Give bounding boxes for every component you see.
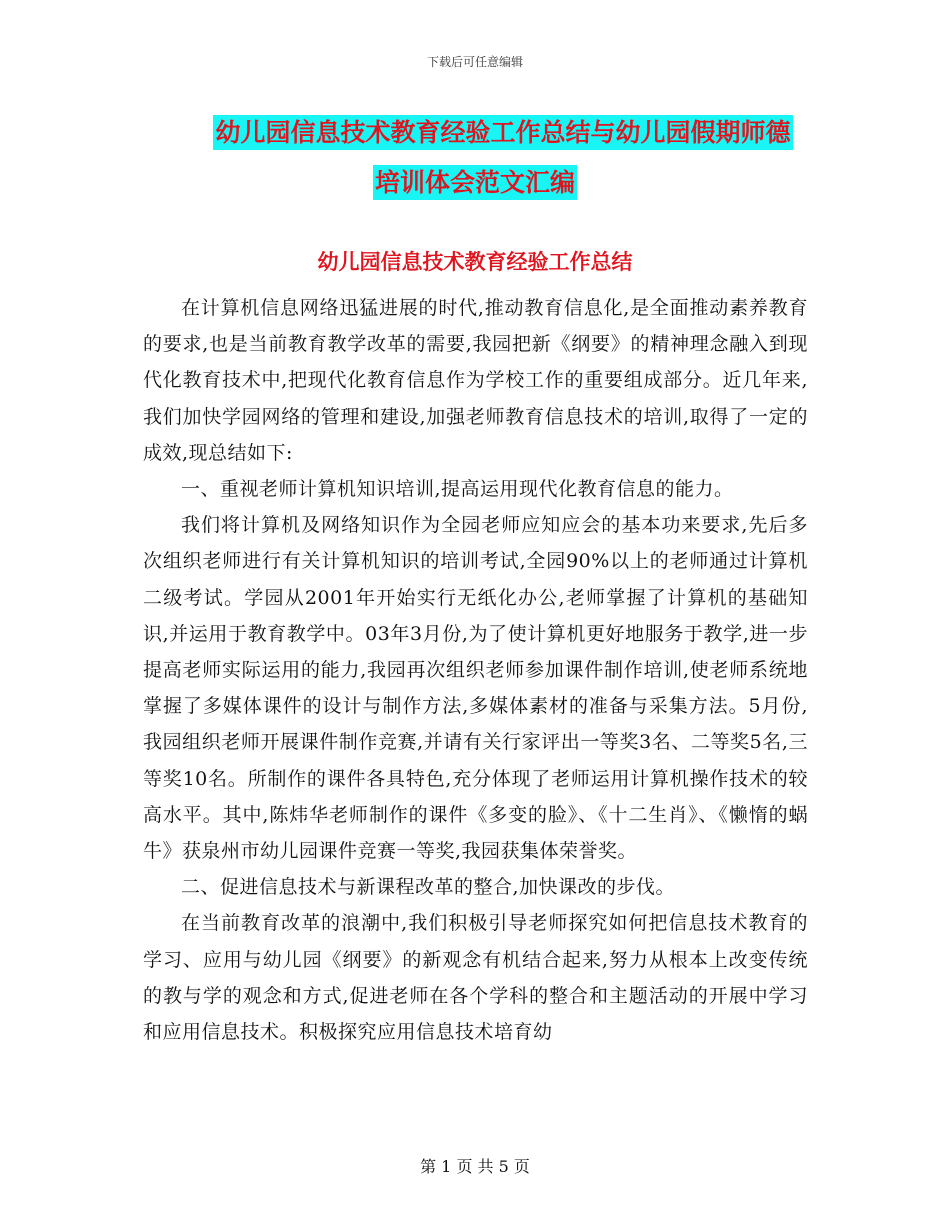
document-title bbox=[0, 108, 950, 208]
paragraph-heading-1: 一、重视老师计算机知识培训,提高运用现代化教育信息的能力。 bbox=[181, 478, 734, 501]
paragraph-heading-2: 二、促进信息技术与新课程改革的整合,加快课改的步伐。 bbox=[181, 876, 676, 899]
section-title: 幼儿园信息技术教育经验工作总结 bbox=[317, 250, 633, 274]
header-note: 下载后可任意编辑 bbox=[426, 55, 523, 69]
body-text bbox=[143, 290, 808, 1050]
page-footer: 第 1 页 共 5 页 bbox=[420, 1157, 530, 1176]
paragraph-integration: 在当前教育改革的浪潮中,我们积极引导老师探究如何把信息技术教育的学习、应用与幼儿园《纲要》的新观念有机结合起来,努力从根本上改变传统的教与学的观念和方式,促进老师在各个学科的整合和主题活动的开展中学习和应用信息技术。积极探究应用信息技术培育幼 bbox=[143, 912, 808, 1044]
paragraph-intro: 在计算机信息网络迅猛进展的时代,推动教育信息化,是全面推动素养教育的要求,也是当前教育教学改革的需要,我园把新《纲要》的精神理念融入到现代化教育技术中,把现代化教育信息作为学校工作的重要组成部分。近几年来,我们加快学园网络的管理和建设,加强老师教育信息技术的培训,取得了一定的成效,现总结如下: bbox=[143, 297, 808, 464]
document-title-line-2-text: 培训体会范文汇编 bbox=[373, 165, 577, 200]
paragraph-training: 我们将计算机及网络知识作为全园老师应知应会的基本功来要求,先后多次组织老师进行有关计算机知识的培训考试,全园90%以上的老师通过计算机二级考试。学园从2001年开始实行无纸化办公,老师掌握了计算机的基础知识,并运用于教育教学中。03年3月份,为了使计算机更好地服务于教学,进一步提高老师实际运用的能力,我园再次组织老师参加课件制作培训,使老师系统地掌握了多媒体课件的设计与制作方法,多媒体素材的准备与采集方法。5月份,我园组织老师开展课件制作竞赛,并请有关行家评出一等奖3名、二等奖5名,三等奖10名。所制作的课件各具特色,充分体现了老师运用计算机操作技术的较高水平。其中,陈炜华老师制作的课件《多变的脸》、《十二生肖》、《懒惰的蜗牛》获泉州市幼儿园课件竞赛一等奖,我园获集体荣誉奖。 bbox=[143, 514, 808, 863]
document-title-line-2 bbox=[0, 158, 950, 208]
document-title-line-1 bbox=[0, 108, 950, 158]
document-title-line-1-text: 幼儿园信息技术教育经验工作总结与幼儿园假期师德 bbox=[213, 115, 792, 150]
